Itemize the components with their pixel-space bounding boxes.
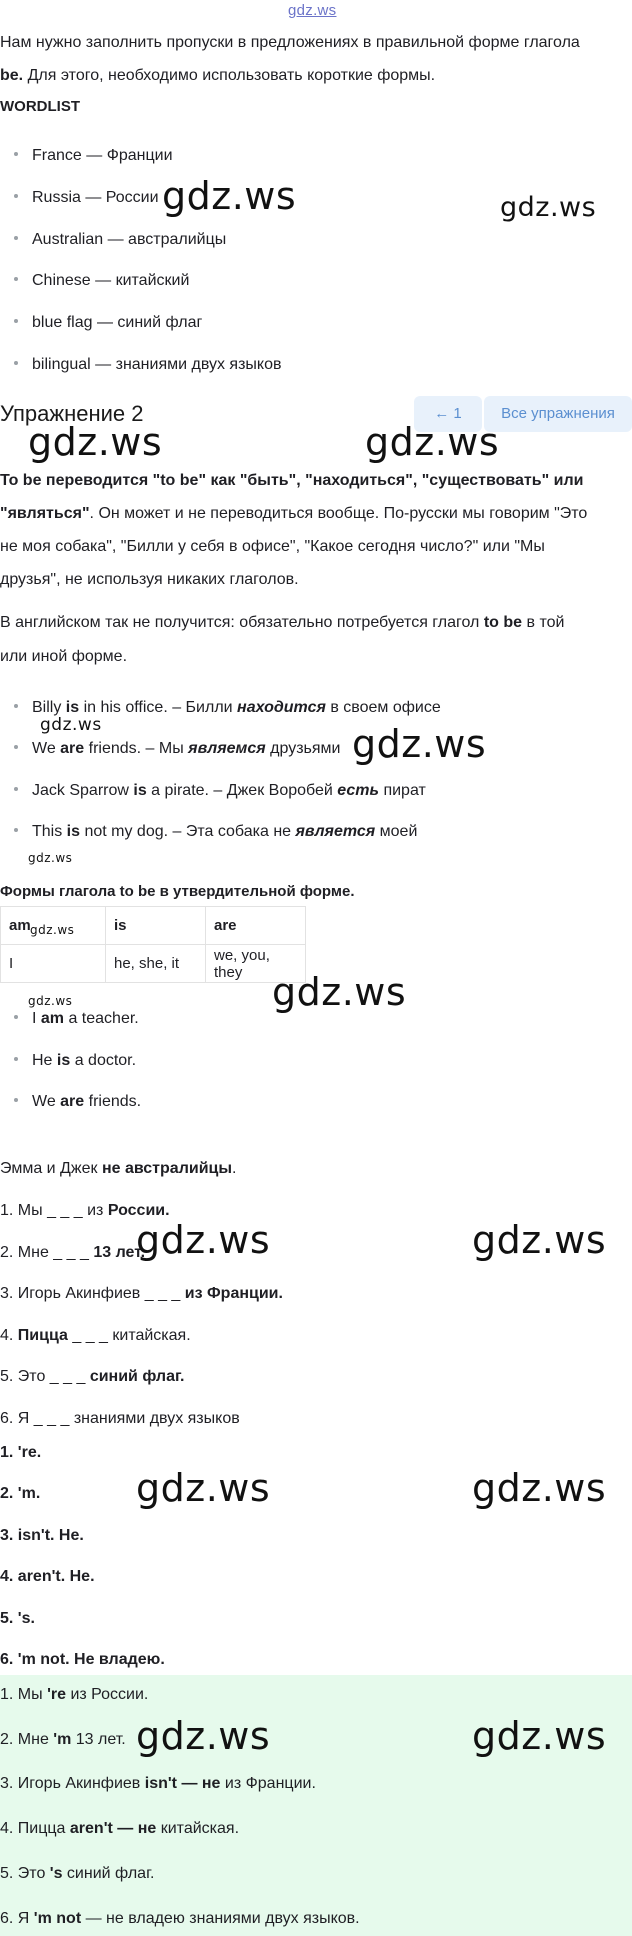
short-answer: 1. 're. — [0, 1444, 42, 1461]
forms-example-item: I am a teacher. — [14, 1009, 139, 1029]
all-exercises-button[interactable]: Все упражнения — [484, 396, 632, 432]
forms-example-item: We are friends. — [14, 1092, 141, 1112]
intro-rest: Для этого, необходимо использовать короткие формы. — [23, 67, 436, 84]
full-answer: 5. Это 's синий флаг. — [0, 1865, 155, 1882]
prev-exercise-button[interactable]: ← 1 — [414, 396, 482, 432]
task-line: 6. Я _ _ _ знаниями двух языков — [0, 1410, 240, 1427]
example-item: Jack Sparrow is a pirate. – Джек Воробей есть пират — [14, 781, 426, 801]
watermark: gdz.ws — [352, 722, 487, 766]
full-answer: 3. Игорь Акинфиев isn't — не из Франции. — [0, 1775, 316, 1792]
watermark: gdz.ws — [28, 851, 73, 865]
watermark: gdz.ws — [162, 174, 297, 218]
watermark: gdz.ws — [28, 994, 73, 1008]
short-answer: 3. isn't. He. — [0, 1527, 84, 1544]
task-line: 4. Пицца _ _ _ китайская. — [0, 1327, 191, 1344]
intro-line-2 — [0, 59, 630, 92]
task-line: 1. Мы _ _ _ из России. — [0, 1202, 170, 1219]
short-answer: 4. aren't. He. — [0, 1568, 95, 1585]
theory-line: друзья", не используя никаких глаголов. — [0, 571, 299, 588]
forms-title: Формы глагола to be в утвердительной форме. — [0, 883, 355, 900]
table-cell: is — [106, 907, 206, 945]
full-answer: 1. Мы 're из России. — [0, 1686, 149, 1703]
task-line: 5. Это _ _ _ синий флаг. — [0, 1368, 185, 1385]
table-cell: he, she, it — [106, 945, 206, 983]
table-cell: are — [206, 907, 306, 945]
theory-line: В английском так не получится: обязательно потребуется глагол to be в той — [0, 614, 565, 631]
watermark: gdz.ws — [365, 420, 500, 464]
theory-line: или иной форме. — [0, 648, 128, 665]
watermark: gdz.ws — [136, 1466, 271, 1510]
wordlist-item: Chinese — китайский — [14, 271, 189, 291]
site-logo[interactable]: gdz.ws — [288, 2, 337, 19]
full-answer: 2. Мне 'm 13 лет. — [0, 1731, 126, 1748]
example-item: Billy is in his office. – Билли находится в своем офисе — [14, 698, 441, 718]
watermark: gdz.ws — [472, 1218, 607, 1262]
intro-line-1: Нам нужно заполнить пропуски в предложениях в правильной форме глагола — [0, 34, 580, 51]
theory-line: To be переводится "to be" как "быть", "находиться", "существовать" или — [0, 472, 584, 489]
watermark: gdz.ws — [272, 970, 407, 1014]
table-cell: am — [1, 907, 106, 945]
task-lead: Эмма и Джек не австралийцы. — [0, 1160, 237, 1177]
intro-verb: be. — [0, 67, 24, 84]
table-cell: I — [1, 945, 106, 983]
watermark: gdz.ws — [500, 192, 597, 223]
theory-line: "являться". Он может и не переводиться вообще. По-русски мы говорим "Это — [0, 505, 588, 522]
watermark: gdz.ws — [30, 923, 75, 937]
wordlist-title: WORDLIST — [0, 98, 80, 115]
forms-example-item: He is a doctor. — [14, 1051, 136, 1071]
watermark: gdz.ws — [40, 715, 102, 735]
short-answer: 6. 'm not. Не владею. — [0, 1651, 165, 1668]
wordlist-item: Russia — России — [14, 188, 159, 208]
full-answer: 4. Пицца aren't — не китайская. — [0, 1820, 240, 1837]
watermark: gdz.ws — [472, 1714, 607, 1758]
wordlist-item: bilingual — знаниями двух языков — [14, 355, 282, 375]
wordlist-item: Australian — австралийцы — [14, 230, 226, 250]
table-cell: we, you, they — [206, 945, 306, 983]
task-line: 2. Мне _ _ _ 13 лет. — [0, 1244, 146, 1261]
watermark: gdz.ws — [136, 1218, 271, 1262]
watermark: gdz.ws — [136, 1714, 271, 1758]
wordlist-item: France — Франции — [14, 146, 173, 166]
forms-table — [0, 906, 306, 983]
example-item: This is not my dog. – Эта собака не является моей — [14, 822, 417, 842]
exercise-title: Упражнение 2 — [0, 401, 144, 426]
watermark: gdz.ws — [28, 420, 163, 464]
task-line: 3. Игорь Акинфиев _ _ _ из Франции. — [0, 1285, 283, 1302]
short-answer: 5. 's. — [0, 1610, 35, 1627]
wordlist-item: blue flag — синий флаг — [14, 313, 202, 333]
watermark: gdz.ws — [472, 1466, 607, 1510]
theory-line: не моя собака", "Билли у себя в офисе", "Какое сегодня число?" или "Мы — [0, 538, 545, 555]
full-answer: 6. Я 'm not — не владею знаниями двух языков. — [0, 1910, 360, 1927]
table-row — [1, 945, 306, 983]
example-item: We are friends. – Мы являемся друзьями — [14, 739, 340, 759]
short-answer: 2. 'm. — [0, 1485, 41, 1502]
